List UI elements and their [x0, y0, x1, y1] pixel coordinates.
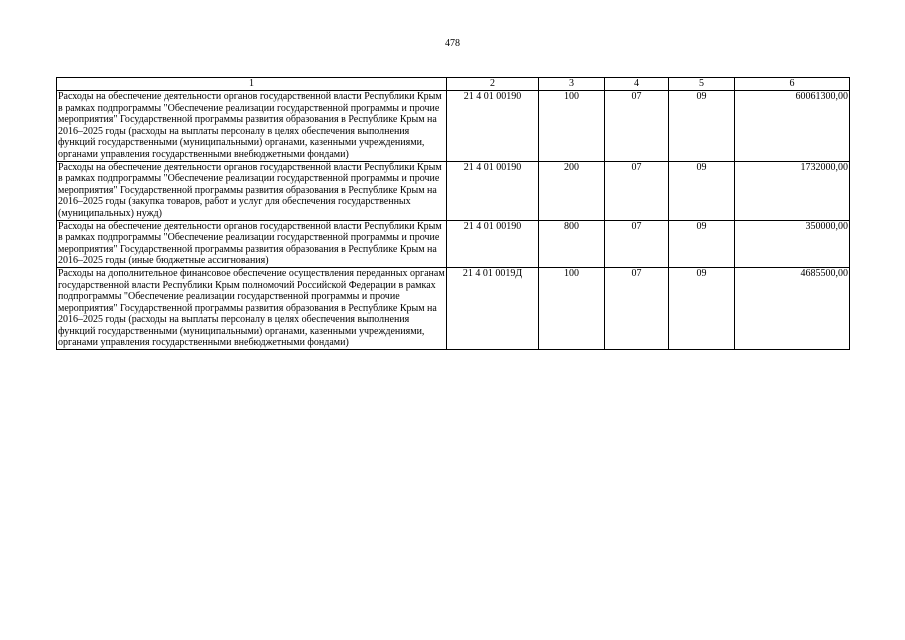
- row-description: Расходы на обеспечение деятельности органов государственной власти Республики Крым в рамках подпрограммы "Обеспечение реализации государственной программы и прочие мероприятия" Государственной программы развития образования в Республике Крым на 2016–2025 годы (расходы на выплаты персоналу в целях обеспечения выполнения функций государственными (муниципальными) органами, казенными учреждениями, органами управления государственными внебюджетными фондами): [57, 91, 447, 162]
- row-amount: 350000,00: [735, 220, 850, 267]
- row-section: 07: [605, 161, 669, 220]
- row-expense-type: 800: [539, 220, 605, 267]
- row-description: Расходы на обеспечение деятельности органов государственной власти Республики Крым в рамках подпрограммы "Обеспечение реализации государственной программы и прочие мероприятия" Государственной программы развития образования в Республике Крым на 2016–2025 годы (иные бюджетные ассигнования): [57, 220, 447, 267]
- row-subsection: 09: [669, 267, 735, 349]
- row-expense-type: 100: [539, 267, 605, 349]
- row-section: 07: [605, 91, 669, 162]
- row-amount: 4685500,00: [735, 267, 850, 349]
- row-description: Расходы на обеспечение деятельности органов государственной власти Республики Крым в рамках подпрограммы "Обеспечение реализации государственной программы и прочие мероприятия" Государственной программы развития образования в Республике Крым на 2016–2025 годы (закупка товаров, работ и услуг для обеспечения государственных (муниципальных) нужд): [57, 161, 447, 220]
- header-col-3: 3: [539, 78, 605, 91]
- table-row: [57, 161, 850, 220]
- table-header-row: [57, 78, 850, 91]
- table-row: [57, 220, 850, 267]
- row-target-code: 21 4 01 00190: [447, 161, 539, 220]
- row-expense-type: 100: [539, 91, 605, 162]
- row-section: 07: [605, 220, 669, 267]
- row-amount: 60061300,00: [735, 91, 850, 162]
- table-row: [57, 267, 850, 349]
- row-target-code: 21 4 01 0019Д: [447, 267, 539, 349]
- page-number: 478: [445, 38, 460, 49]
- header-col-4: 4: [605, 78, 669, 91]
- row-target-code: 21 4 01 00190: [447, 91, 539, 162]
- header-col-6: 6: [735, 78, 850, 91]
- header-col-2: 2: [447, 78, 539, 91]
- row-section: 07: [605, 267, 669, 349]
- row-target-code: 21 4 01 00190: [447, 220, 539, 267]
- row-expense-type: 200: [539, 161, 605, 220]
- row-subsection: 09: [669, 91, 735, 162]
- table-row: [57, 91, 850, 162]
- header-col-5: 5: [669, 78, 735, 91]
- row-description: Расходы на дополнительное финансовое обеспечение осуществления переданных органам государственной власти Республики Крым полномочий Российской Федерации в рамках подпрограммы "Обеспечение реализации государственной программы и прочие мероприятия" Государственной программы развития образования в Республике Крым на 2016–2025 годы (расходы на выплаты персоналу в целях обеспечения выполнения функций государственными (муниципальными) органами, казенными учреждениями, органами управления государственными внебюджетными фондами): [58, 267, 445, 349]
- row-subsection: 09: [669, 161, 735, 220]
- row-amount: 1732000,00: [735, 161, 850, 220]
- row-subsection: 09: [669, 220, 735, 267]
- budget-table: [56, 77, 850, 350]
- header-col-1: 1: [57, 78, 447, 91]
